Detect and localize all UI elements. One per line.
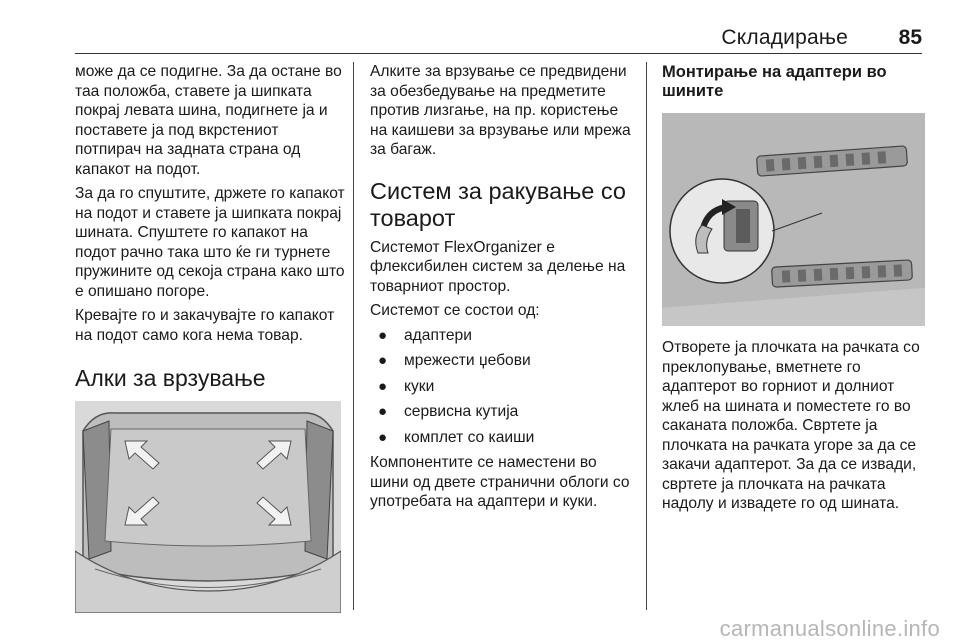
paragraph: За да го спуштите, држете го капакот на подот и ставете ја шипката покрај шината. Спуштете го капакот на подот рачно така што ќе ги турнете пружините од секоја страна како што е опишано погоре. [75, 185, 345, 300]
column-right [662, 62, 927, 519]
list-item: ● комплет со каиши [378, 428, 535, 446]
tie-down-rings-illustration [75, 401, 341, 613]
running-title: Складирање [721, 26, 848, 49]
paragraph: Компонентите се наместени во шини од двете странични облоги со употребата на адаптери и куки. [370, 454, 630, 510]
list-item: ● сервисна кутија [378, 403, 519, 420]
list-item: ● адаптери [378, 326, 472, 344]
paragraph: Отворете ја плочката на рачката со преклопување, вметнете го адаптерот во горниот и долниот жлеб на шината и поместете го во саканата положба. Свртете ја плочката на рачката угоре за да се закачи адаптерот. За да се извади, свртете ја плочката на рачката надолу и извадете го од шината. [662, 339, 920, 512]
paragraph: Кревајте го и закачувајте го капакот на подот само кога нема товар. [75, 307, 335, 344]
section-heading: Алки за врзување [75, 365, 266, 391]
component-list [370, 326, 638, 448]
paragraph: Системот се состои од: [370, 302, 540, 319]
column-left [75, 62, 345, 613]
column-middle [370, 62, 638, 517]
page-number: 85 [898, 26, 922, 49]
paragraph: Системот FlexOrganizer е флексибилен систем за делење на товарниот простор. [370, 238, 626, 295]
list-item: ● куки [378, 377, 435, 395]
paragraph: може да се подигне. За да остане во таа положба, ставете ја шипката покрај левата шина, подигнете ја и поставете ја под вкрстениот потпирач на задната страна од капакот на подот. [75, 63, 342, 178]
section-heading: Систем за ракување со товарот [370, 177, 626, 231]
column-divider [646, 62, 647, 610]
column-divider [353, 62, 354, 610]
paragraph: Алките за врзување се предвидени за обезбедување на предметите против лизгање, на пр. користење на каишеви за врзување или мрежа за багаж. [370, 63, 631, 158]
watermark: carmanualsonline.info [719, 616, 940, 641]
page-header [0, 0, 960, 58]
adapter-rail-illustration [662, 113, 925, 326]
header-rule [75, 53, 922, 54]
section-heading: Монтирање на адаптери во шините [662, 63, 887, 100]
list-item: ● мрежести џебови [378, 352, 531, 369]
